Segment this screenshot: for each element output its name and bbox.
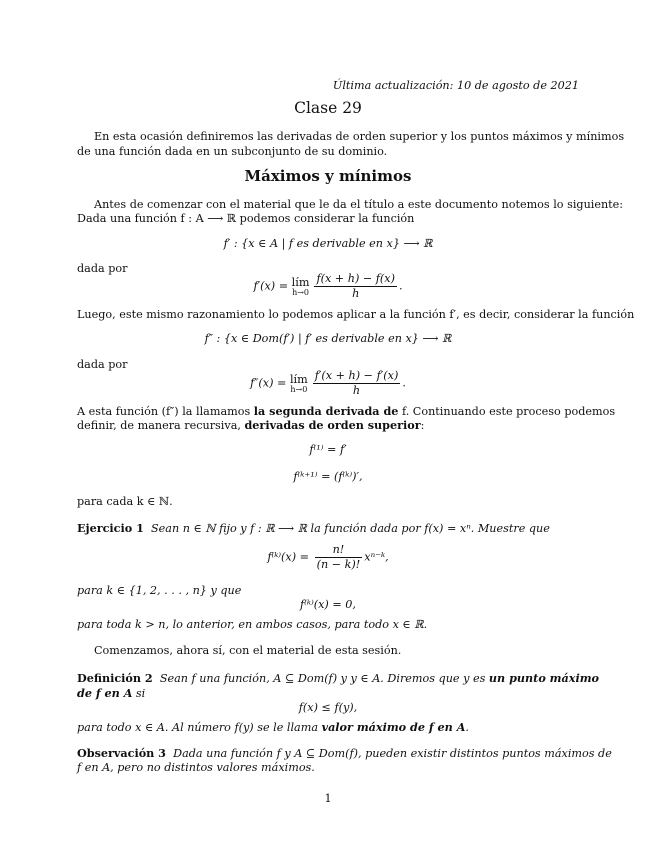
page-number: 1	[324, 792, 332, 805]
dada-por-2: dada por	[77, 358, 128, 371]
equation-f-prime-limit: f′(x) = lím h→0 $\frac{f(x + h) - f(x)}{h}$ .	[253, 272, 403, 300]
intro-line-1: En esta ocasión definiremos las derivadas de orden superior y los puntos máximos y mínimos	[94, 130, 625, 143]
para3-line-1: A esta función (f″) la llamamos la segunda derivada de f. Continuando este proceso podemos	[77, 404, 616, 418]
equation-f-second-domain: f″ : {x ∈ Dom(f′) | f′ es derivable en x} ⟶ ℝ	[204, 332, 452, 345]
eq2-lhs: f′(x) =	[253, 279, 292, 293]
definition-2-line-1: Definición 2 Sean f una función, A ⊆ Dom(f) y y ∈ A. Diremos que y es un punto máximo	[77, 671, 599, 685]
para1-line-2: Dada una función f : A ⟶ ℝ podemos considerar la función	[77, 212, 415, 225]
equation-f1: f⁽¹⁾ = f′	[309, 443, 347, 456]
equation-exercise-zero: f⁽ᵏ⁾(x) = 0,	[300, 598, 356, 611]
eq4-lhs: f″(x) =	[250, 376, 290, 390]
equation-max: f(x) ≤ f(y),	[298, 701, 358, 714]
exercise-1-line-1: Ejercicio 1 Sean n ∈ ℕ fijo y f : ℝ ⟶ ℝ la función dada por f(x) = xⁿ. Muestre que	[77, 521, 550, 535]
equation-f-second-limit: f″(x) = lím h→0 $\frac{f'(x + h) - f'(x)}{h}$ .	[250, 369, 406, 397]
lim-operator: lím h→0	[291, 276, 310, 297]
para3-line-2: definir, de manera recursiva, derivadas de orden superior:	[77, 418, 425, 432]
exercise-1-line-3: para toda k > n, lo anterior, en ambos casos, para todo x ∈ ℝ.	[77, 618, 428, 631]
exercise-1-line-2: para k ∈ {1, 2, . . . , n} y que	[77, 584, 242, 597]
equation-exercise-fk: f⁽ᵏ⁾(x) = $\frac{n!}{(n - k)!}$ xⁿ⁻ᵏ,	[267, 543, 389, 571]
factorial-fraction: $\frac{n!}{(n - k)!}$	[316, 543, 361, 571]
last-updated: Última actualización: 10 de agosto de 2021	[332, 79, 579, 92]
lim-operator-2: lím h→0	[289, 373, 308, 394]
definition-2-line-3: para todo x ∈ A. Al número f(y) se le llama valor máximo de f en A.	[77, 720, 469, 734]
difference-quotient-2: $\frac{f'(x + h) - f'(x)}{h}$	[314, 369, 399, 397]
equation-fk1: f⁽ᵏ⁺¹⁾ = (f⁽ᵏ⁾)′,	[293, 470, 363, 483]
difference-quotient: $\frac{f(x + h) - f(x)}{h}$	[316, 272, 395, 300]
equation-f-prime-domain: f′ : {x ∈ A | f es derivable en x} ⟶ ℝ	[223, 237, 433, 250]
definition-2-line-2: de f en A si	[77, 686, 146, 700]
para1-line-1: Antes de comenzar con el material que le da el título a este documento notemos lo siguiente:	[94, 198, 624, 211]
intro-line-2: de una función dada en un subconjunto de su dominio.	[77, 145, 388, 158]
para2: Luego, este mismo razonamiento lo podemos aplicar a la función f′, es decir, considerar la función	[77, 308, 635, 321]
comenzamos-line: Comenzamos, ahora sí, con el material de esta sesión.	[94, 644, 402, 657]
para-cada-k: para cada k ∈ ℕ.	[77, 495, 173, 508]
page-title: Clase 29	[294, 99, 362, 117]
observation-3-line-2: f en A, pero no distintos valores máximos.	[77, 761, 315, 774]
observation-3-line-1: Observación 3 Dada una función f y A ⊆ Dom(f), pueden existir distintos puntos máximos de	[77, 746, 612, 760]
section-title: Máximos y mínimos	[244, 167, 412, 185]
dada-por-1: dada por	[77, 262, 128, 275]
